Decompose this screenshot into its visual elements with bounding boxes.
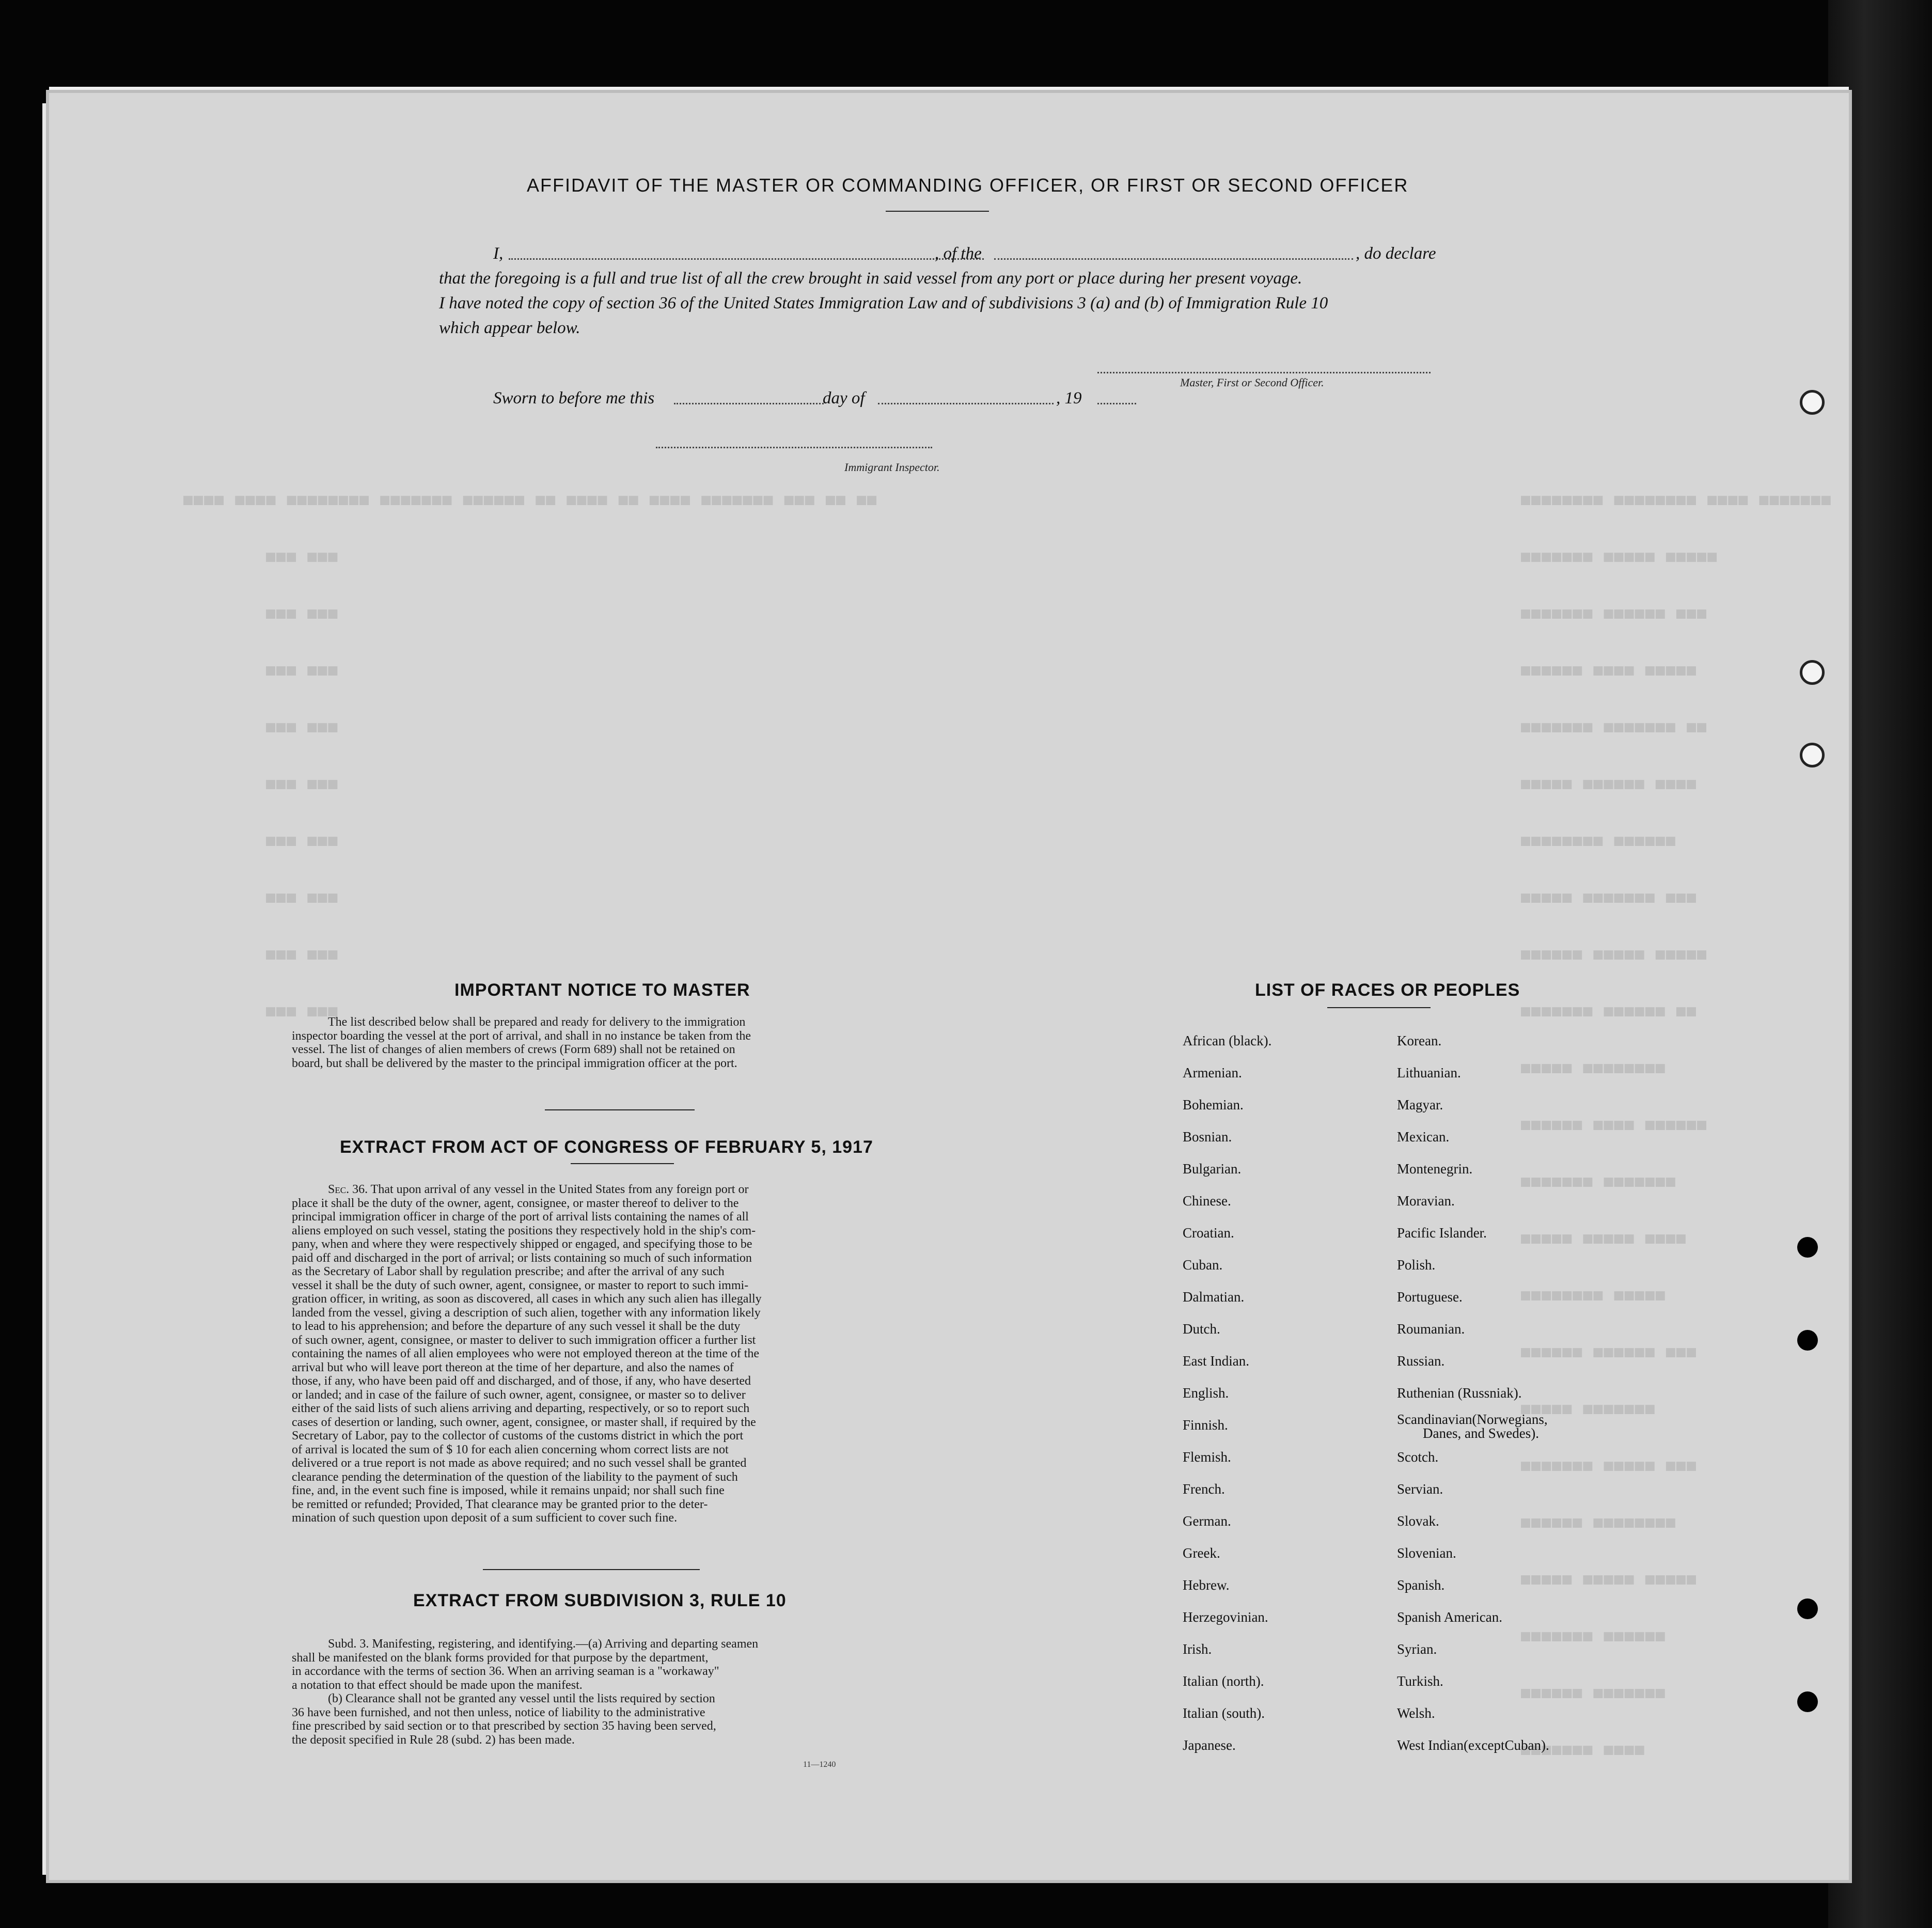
act-line-18: cases of desertion or landing, such owner, agent, consignee, or master shall, if required by the	[292, 1415, 756, 1429]
race-item: Bulgarian.	[1183, 1161, 1242, 1177]
race-item: Cuban.	[1183, 1257, 1223, 1273]
sworn-year-field[interactable]	[1097, 403, 1136, 404]
affidavit-i: I,	[493, 244, 504, 263]
sworn-month-field[interactable]	[878, 403, 1054, 404]
race-item: Korean.	[1397, 1033, 1442, 1048]
act-line-13: containing the names of all alien employees who were not employed thereon at the time of the	[292, 1347, 760, 1360]
inspector-label: Immigrant Inspector.	[844, 461, 940, 474]
master-name-field[interactable]	[509, 258, 984, 260]
act-line-9: gration officer, in writing, as soon as discovered, all cases in which any such alien has illegally	[292, 1292, 762, 1306]
rule-line-2: shall be manifested on the blank forms provided for that purpose by the department,	[292, 1651, 709, 1665]
inspector-signature-field[interactable]	[656, 447, 932, 448]
race-item: Roumanian.	[1397, 1321, 1465, 1337]
rule-line-4: a notation to that effect should be made upon the manifest.	[292, 1678, 583, 1692]
notice-line-4: board, but shall be delivered by the master to the principal immigration officer at the port.	[292, 1056, 737, 1070]
race-item: Magyar.	[1397, 1097, 1443, 1112]
race-item: Croatian.	[1183, 1225, 1234, 1241]
signature-label: Master, First or Second Officer.	[1180, 376, 1324, 389]
act-title-rule	[571, 1163, 674, 1164]
race-item: Bohemian.	[1183, 1097, 1244, 1112]
rule-line-8: the deposit specified in Rule 28 (subd. 2) has been made.	[292, 1733, 575, 1747]
act-line-21: delivered or a true report is not made as above required; and no such vessel shall be granted	[292, 1456, 747, 1470]
binder-hole-open-1	[1800, 390, 1825, 415]
act-line-10: landed from the vessel, giving a description of such alien, together with any information likely	[292, 1306, 761, 1320]
act-line-23: fine, and, in the event such fine is imposed, while it remains unpaid; nor shall such fine	[292, 1484, 725, 1497]
officer-signature-field[interactable]	[1097, 372, 1431, 373]
rule-line-6: 36 have been furnished, and not then unless, notice of liability to the administrative	[292, 1705, 705, 1719]
manifest-page: ■■■■■■■■ ■■■■■■■■ ■■■■ ■■■■■■■ ■■■■■■■ ■■■■■ ■■■■■ ■■■■■■■ ■■■■■■ ■■■ ■■■■■■ ■■■■ ■■■■■ ■■■■■■■ ■■■■■■■ ■■ ■■■■■ ■■■■■■ ■■■■ ■■■■■■■■ ■■■■■■ ■■■■■ ■■■■■■■ ■■■ ■■■■■■ ■■■■■ ■■■■■ ■■■■■■■ ■■■■■■ ■■ ■■■■■ ■■■■■■■■ ■■■■■■ ■■■■ ■■■■■■ ■■■■■■■ ■■■■■■■ ■■■■■ ■■■■■ ■■■■ ■■■■■■■■ ■■■■■ ■■■■■■ ■■■■■■ ■■■ ■■■■■ ■■■■■■■ ■■■■■■■ ■■■■■ ■■■ ■■■■■■ ■■■■■■■■ ■■■■■ ■■■■■ ■■■■■ ■■■■■■■ ■■■■■■ ■■■■■■ ■■■■■■■ ■■■■■■■ ■■■■ ■■■■ ■■■■ ■■■■■■■■ ■■■■■■■ ■■■■■■ ■■ ■■■■ ■■ ■■■■ ■■■■■■■ ■■■ ■■ ■■ ■■■ ■■■ ■■■ ■■■ ■■■ ■■■ ■■■ ■■■ ■■■ ■■■ ■■■ ■■■ ■■■ ■■■ ■■■ ■■■ ■■■ ■■■ AFFIDAVIT OF THE MASTER OR COMMANDING OFFICER, OR FIRST OR SECOND OFFICER I, , of the , do declare that the foregoing is a full and true list of all the crew brought in said vessel from any port or place during her present voyage. I have noted the copy of section 36 of the United States Immigration Law and of subdivisions 3 (a) and (b) of Immigration Rule 10 which appear below. Master, First or Second Officer. Sworn to before me this day of , 19 Immigrant Inspector. IMPORTANT NOTICE TO MASTER The list described below shall be prepared and ready for delivery to the immigration inspector boarding the vessel at the port of arrival, and shall in no instance be taken from the vessel. The list of changes of alien members of crews (Form 689) shall not be retained on board, but shall be delivered by the master to the principal immigration officer at the port. EXTRACT FROM ACT OF CONGRESS OF FEBRUARY 5, 1917 Sec. 36. That upon arrival of any vessel in the United States from any foreign port or place it shall be the duty of the owner, agent, consignee, or master thereof to deliver to the principal immigration officer in charge of the port of arrival lists containing the names of all aliens employed on such vessel, stating the positions they respectively hold in the ship's com- pany, when and where they were respectively shipped or engaged, and specifying those to be paid off and discharged in the port of arrival; or lists containing so much of such information as the Secretary of Labor shall by regulation prescribe; and after the arrival of any such vessel it shall be the duty of such owner, agent, consignee, or master to report to such immi- gration officer, in writing, as soon as discovered, all cases in which any such alien has illegally landed from the vessel, giving a description of such alien, together with any information likely to lead to his apprehension; and before the departure of any such vessel it shall be the duty of such owner, agent, consignee, or master to deliver to such immigration officer a further list containing the names of all alien employees who were not employed thereon at the time of the arrival but who will leave port thereon at the time of her departure, and also the names of those, if any, who have been paid off and discharged, and of those, if any, who have deserted or landed; and in case of the failure of such owner, agent, consignee, or master so to deliver either of the said lists of such aliens arriving and departing, respectively, or so to report such cases of desertion or landing, such owner, agent, consignee, or master shall, if required by the Secretary of Labor, pay to the collector of customs of the customs district in which the port of arrival is located the sum of $ 10 for each alien concerning whom correct lists are not delivered or a true report is not made as above required; and no such vessel shall be granted clearance pending the determination of the question of the liability to the payment of such fine, and, in the event such fine is imposed, while it remains unpaid; nor shall such fine be remitted or refunded; Provided, That clearance may be granted prior to the deter- mination of such question upon deposit of a sum sufficient to cover such fine. EXTRACT FROM SUBDIVISION 3, RULE 10 Subd. 3. Manifesting, registering, and identifying.—(a) Arriving and departing seamen shall be manifested on the blank forms provided for that purpose by the department, in accordance with the terms of section 36. When an arriving seaman is a "workaway" a notation to that effect should be made upon the manifest. (b) Clearance shall not be granted any vessel until the lists required by section 36 have been furnished, and not then unless, notice of liability to the administrative fine prescribed by said section or to that prescribed by section 35 having been served, the deposit specified in Rule 28 (subd. 2) has been made. 11—1240 LIST OF RACES OR PEOPLES African (black). Armenian. Bohemian. Bosnian. Bulgarian. Chinese. Croatian. Cuban. Dalmatian. Dutch. East Indian. English. Finnish. Flemish. French. German. Greek. Hebrew. Herzegovinian. Irish. Italian (north). Italian (south). Japanese. Korean. Lithuanian. Magyar. Mexican. Montenegrin. Moravian. Pacific Islander. Polish. Portuguese. Roumanian. Russian. Ruthenian (Russniak). Scandinavian(Norwegians, Danes, and Swedes). Scotch. Servian. Slovak. Slovenian. Spanish. Spanish American. Syrian. Turkish. Welsh. West Indian(exceptCuban).	[49, 93, 1849, 1880]
binder-hole-1	[1797, 1237, 1818, 1258]
act-section-label: Sec. 36.	[328, 1183, 368, 1196]
form-number: 11—1240	[803, 1760, 836, 1769]
act-line-11: to lead to his apprehension; and before the departure of any such vessel it shall be the duty	[292, 1320, 741, 1333]
binder-hole-2	[1797, 1330, 1818, 1351]
act-line-2: place it shall be the duty of the owner, agent, consignee, or master thereof to deliver to the	[292, 1196, 739, 1210]
race-item: Bosnian.	[1183, 1129, 1232, 1145]
affidavit-title: AFFIDAVIT OF THE MASTER OR COMMANDING OFFICER, OR FIRST OR SECOND OFFICER	[527, 175, 1409, 196]
race-item: Scandinavian(Norwegians,	[1397, 1412, 1548, 1427]
race-item: Dalmatian.	[1183, 1289, 1245, 1305]
notice-line-3: vessel. The list of changes of alien members of crews (Form 689) shall not be retained on	[292, 1043, 735, 1056]
act-line-4: aliens employed on such vessel, stating the positions they respectively hold in the ship's com-	[292, 1224, 756, 1237]
race-item: Moravian.	[1397, 1193, 1455, 1209]
binder-hole-4	[1797, 1691, 1818, 1712]
race-item: Welsh.	[1397, 1705, 1435, 1721]
act-line-1: That upon arrival of any vessel in the United States from any foreign port or	[370, 1183, 749, 1196]
race-item: Portuguese.	[1397, 1289, 1463, 1305]
act-line-7: as the Secretary of Labor shall by regulation prescribe; and after the arrival of any such	[292, 1265, 725, 1278]
sworn-day-field[interactable]	[674, 403, 824, 404]
act-line-16: or landed; and in case of the failure of such owner, agent, consignee, or master so to deliver	[292, 1388, 746, 1402]
binder-hole-open-2	[1800, 660, 1825, 685]
act-line-6: paid off and discharged in the port of arrival; or lists containing so much of such information	[292, 1251, 752, 1265]
notice-title: IMPORTANT NOTICE TO MASTER	[454, 980, 750, 1000]
race-item: Russian.	[1397, 1353, 1445, 1369]
act-title: EXTRACT FROM ACT OF CONGRESS OF FEBRUARY 5, 1917	[340, 1137, 873, 1157]
race-item: Dutch.	[1183, 1321, 1220, 1337]
notice-line-1: The list described below shall be prepared and ready for delivery to the immigration	[328, 1015, 746, 1029]
notice-rule	[545, 1109, 695, 1110]
race-item: Armenian.	[1183, 1065, 1242, 1080]
race-item: Turkish.	[1397, 1673, 1443, 1689]
race-item: Pacific Islander.	[1397, 1225, 1487, 1241]
act-line-3: principal immigration officer in charge of the port of arrival lists containing the names of all	[292, 1210, 749, 1224]
act-text	[292, 1183, 948, 1525]
race-item: Herzegovinian.	[1183, 1609, 1268, 1625]
race-item: African (black).	[1183, 1033, 1272, 1048]
race-item: Servian.	[1397, 1481, 1443, 1497]
race-item: East Indian.	[1183, 1353, 1249, 1369]
race-item: French.	[1183, 1481, 1225, 1497]
rule-line-7: fine prescribed by said section or to that prescribed by section 35 having been served,	[292, 1719, 716, 1733]
affidavit-line-2: that the foregoing is a full and true list of all the crew brought in said vessel from any port or place during her present voyage.	[439, 269, 1302, 288]
race-item: Greek.	[1183, 1545, 1220, 1561]
race-item: Flemish.	[1183, 1449, 1231, 1465]
rule-line-3: in accordance with the terms of section 36. When an arriving seaman is a "workaway"	[292, 1665, 719, 1678]
act-line-17: either of the said lists of such aliens arriving and departing, respectively, or so to report such	[292, 1402, 750, 1415]
binder-hole-3	[1797, 1598, 1818, 1619]
race-item: Spanish American.	[1397, 1609, 1502, 1625]
race-item: Italian (north).	[1183, 1673, 1264, 1689]
race-item: Japanese.	[1183, 1737, 1236, 1753]
notice-line-2: inspector boarding the vessel at the port of arrival, and shall in no instance be taken from the	[292, 1029, 751, 1043]
act-line-8: vessel it shall be the duty of such owner, agent, consignee, or master to report to such immi-	[292, 1278, 749, 1292]
race-item: Polish.	[1397, 1257, 1436, 1273]
race-item: Syrian.	[1397, 1641, 1437, 1657]
race-item: Scotch.	[1397, 1449, 1439, 1465]
affidavit-of-the: , of the	[935, 244, 982, 263]
race-item: Mexican.	[1397, 1129, 1450, 1145]
act-line-22: clearance pending the determination of the question of the liability to the payment of such	[292, 1470, 738, 1484]
sworn-prefix: Sworn to before me this	[493, 389, 655, 407]
act-line-24: be remitted or refunded; Provided, That clearance may be granted prior to the deter-	[292, 1497, 708, 1511]
rule-text	[292, 1637, 948, 1747]
races-title: LIST OF RACES OR PEOPLES	[1255, 980, 1520, 1000]
act-line-12: of such owner, agent, consignee, or master to deliver to such immigration officer a further list	[292, 1333, 756, 1347]
affidavit-line-4: which appear below.	[439, 319, 580, 337]
race-item: Spanish.	[1397, 1577, 1445, 1593]
affidavit-title-rule	[886, 211, 989, 212]
act-line-5: pany, when and where they were respectively shipped or engaged, and specifying those to be	[292, 1237, 752, 1251]
sworn-year: , 19	[1056, 389, 1082, 407]
notice-text	[292, 1015, 948, 1070]
act-line-14: arrival but who will leave port thereon at the time of her departure, and also the names of	[292, 1360, 734, 1374]
race-item: Irish.	[1183, 1641, 1212, 1657]
race-item-continuation: Danes, and Swedes).	[1423, 1425, 1539, 1441]
rule-line-1: Subd. 3. Manifesting, registering, and identifying.—(a) Arriving and departing seamen	[328, 1637, 759, 1651]
rule-title: EXTRACT FROM SUBDIVISION 3, RULE 10	[413, 1591, 787, 1610]
race-item: German.	[1183, 1513, 1231, 1529]
race-item: Finnish.	[1183, 1417, 1228, 1433]
affidavit-declare: , do declare	[1356, 244, 1436, 263]
rule-line-5: (b) Clearance shall not be granted any vessel until the lists required by section	[328, 1692, 715, 1705]
race-item: Slovak.	[1397, 1513, 1439, 1529]
act-line-15: those, if any, who have been paid off and discharged, and of those, if any, who have deserted	[292, 1374, 751, 1388]
act-line-19: Secretary of Labor, pay to the collector of customs of the customs district in which the port	[292, 1429, 744, 1443]
races-title-rule	[1327, 1007, 1431, 1008]
race-item: Hebrew.	[1183, 1577, 1230, 1593]
vessel-name-field[interactable]	[994, 258, 1353, 260]
race-item: Montenegrin.	[1397, 1161, 1473, 1177]
race-item: Chinese.	[1183, 1193, 1231, 1209]
act-rule	[483, 1569, 700, 1570]
race-item: Slovenian.	[1397, 1545, 1456, 1561]
race-item: English.	[1183, 1385, 1229, 1401]
sworn-day-of: day of	[823, 389, 865, 407]
act-line-20: of arrival is located the sum of $ 10 for each alien concerning whom correct lists are not	[292, 1443, 729, 1456]
act-line-25: mination of such question upon deposit of a sum sufficient to cover such fine.	[292, 1511, 678, 1525]
race-item: Italian (south).	[1183, 1705, 1265, 1721]
race-item: West Indian(exceptCuban).	[1397, 1737, 1549, 1753]
binder-hole-open-3	[1800, 743, 1825, 767]
affidavit-line-3: I have noted the copy of section 36 of the United States Immigration Law and of subdivisions 3 (a) and (b) of Immigration Rule 10	[439, 294, 1328, 312]
race-item: Lithuanian.	[1397, 1065, 1461, 1080]
race-item: Ruthenian (Russniak).	[1397, 1385, 1522, 1401]
